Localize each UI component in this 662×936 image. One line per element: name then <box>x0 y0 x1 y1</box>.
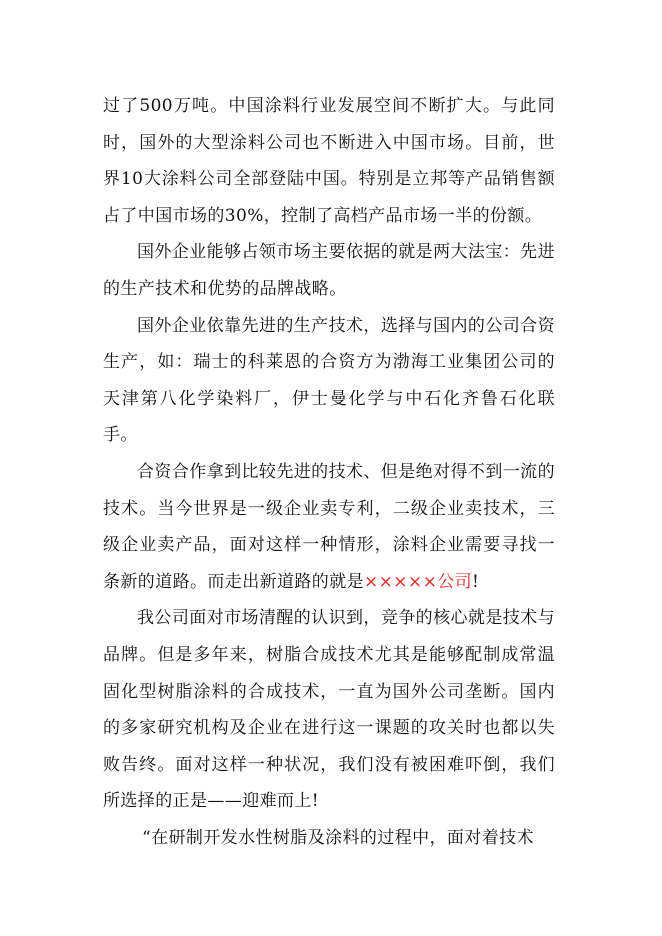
paragraph-market-overview: 过了500万吨。中国涂料行业发展空间不断扩大。与此同时，国外的大型涂料公司也不断进入中国市场。目前，世界10大涂料公司全部登陆中国。特别是立邦等产品销售额占了中国市场的30%，控制了高档产品市场一半的份额。 <box>103 96 555 226</box>
paragraph-core-competition: 我公司面对市场清醒的认识到，竞争的核心就是技术与品牌。但是多年来，树脂合成技术尤其是能够配制成常温固化型树脂涂料的合成技术，一直为国外公司垄断。国内的多家研究机构及企业在进行这一课题的攻关时也都以失败告终。面对这样一种状况，我们没有被困难吓倒，我们所选择的正是——迎难而上! <box>103 608 555 812</box>
paragraph-quote-start: “在研制开发水性树脂及涂料的过程中，面对着技术 <box>142 827 534 848</box>
document-body <box>103 88 555 856</box>
paragraph-joint-ventures: 国外企业依靠先进的生产技术，选择与国内的公司合资生产，如：瑞士的科莱恩的合资方为渤海工业集团公司的天津第八化学染料厂，伊士曼化学与中石化齐鲁石化联手。 <box>103 315 555 446</box>
paragraph-new-road-end: ! <box>472 571 480 592</box>
paragraph-two-weapons: 国外企业能够占领市场主要依据的就是两大法宝：先进的生产技术和优势的品牌战略。 <box>103 242 555 299</box>
company-name-placeholder: ×××××公司 <box>364 571 473 592</box>
paragraph-new-road <box>103 454 555 600</box>
paragraph-new-road-text: 合资合作拿到比较先进的技术、但是绝对得不到一流的技术。当今世界是一级企业卖专利，二级企业卖技术，三级企业卖产品，面对这样一种情形，涂料企业需要寻找一条新的道路。而走出新道路的就是 <box>103 461 555 592</box>
